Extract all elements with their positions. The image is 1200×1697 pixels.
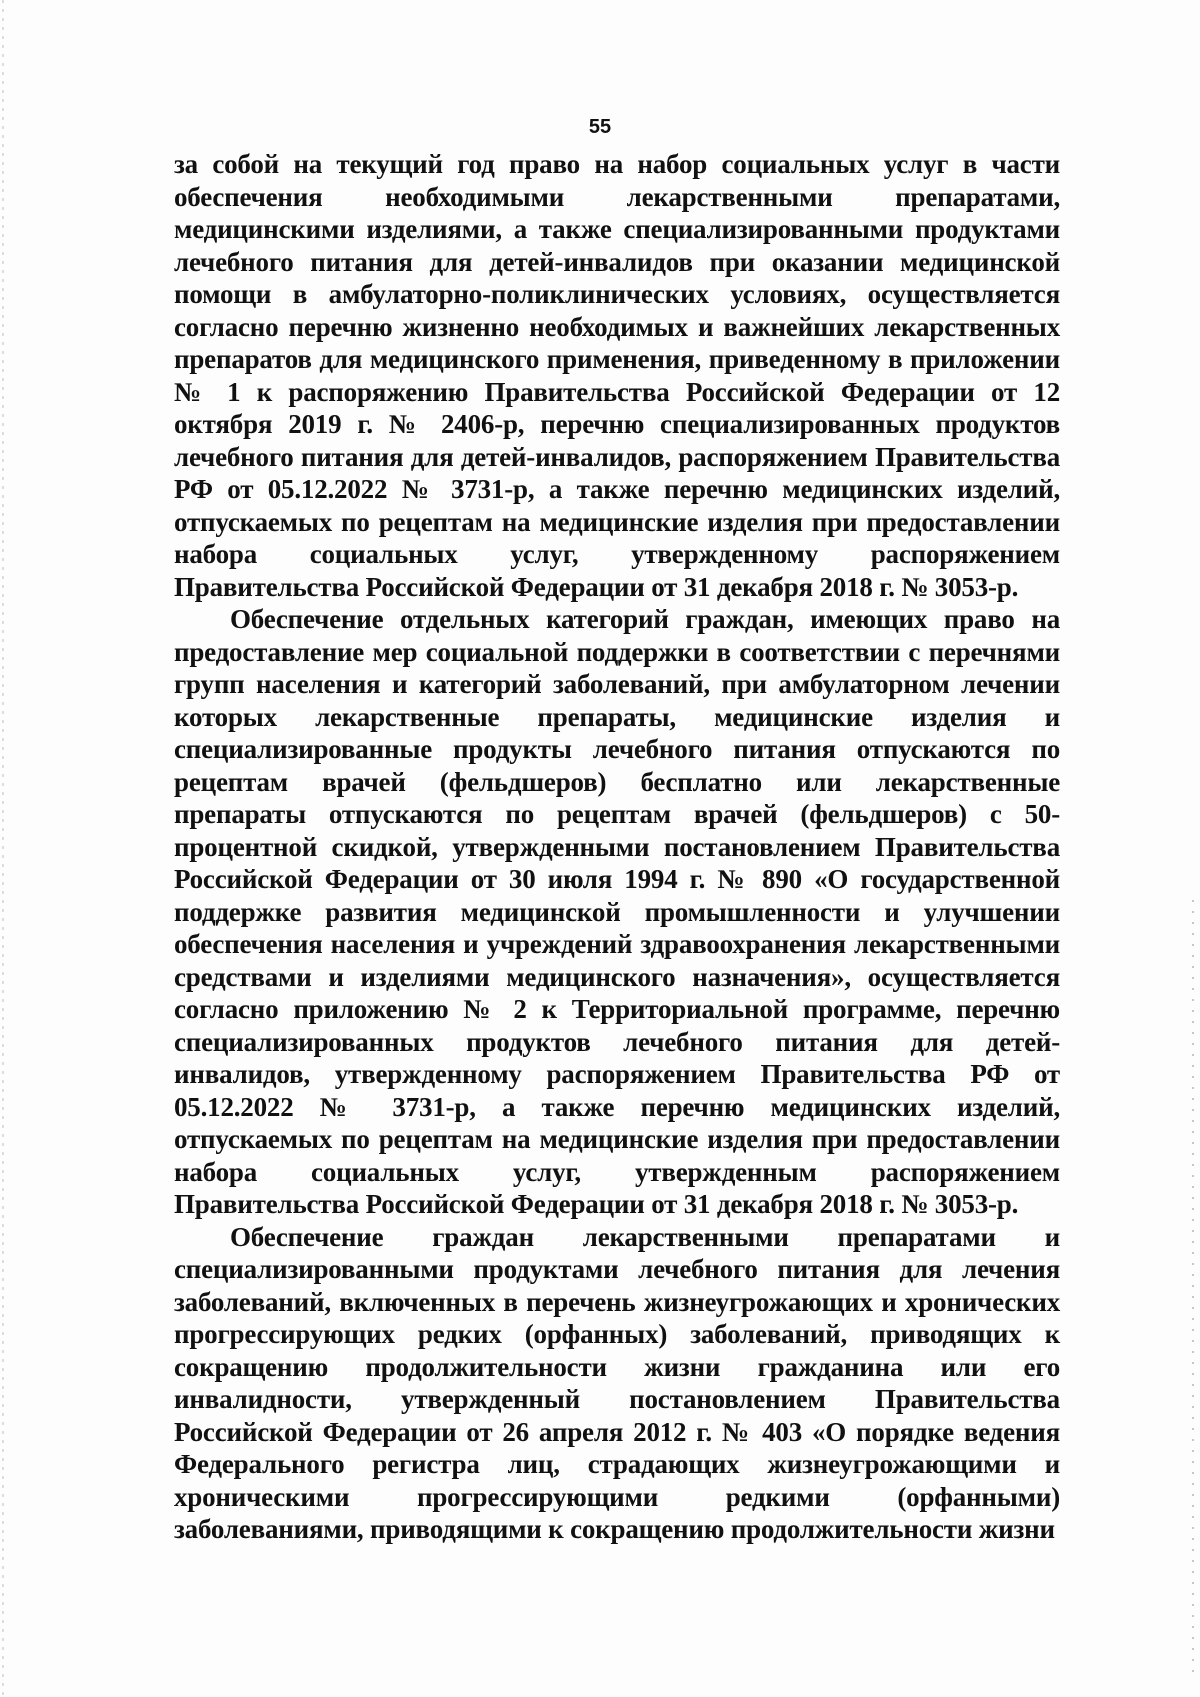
body-text [174, 148, 1060, 1546]
scan-edge-left [2, 0, 4, 1697]
paragraph-2: Обеспечение отдельных категорий граждан, имеющих право на предоставление мер социальной поддержки в соответствии с перечнями групп населения и категорий заболеваний, при амбулаторном лечении которых лекарственные препараты, медицинские изделия и специализированные продукты лечебного питания отпускаются по рецептам врачей (фельдшеров) бесплатно или лекарственные препараты отпускаются по рецептам врачей (фельдшеров) с 50-процентной скидкой, утвержденными постановлением Правительства Российской Федерации от 30 июля 1994 г. № 890 «О государственной поддержке развития медицинской промышленности и улучшении обеспечения населения и учреждений здравоохранения лекарственными средствами и изделиями медицинского назначения», осуществляется согласно приложению № 2 к Территориальной программе, перечню специализированных продуктов лечебного питания для детей-инвалидов, утвержденному распоряжением Правительства РФ от 05.12.2022 № 3731-р, а также перечню медицинских изделий, отпускаемых по рецептам на медицинские изделия при предоставлении набора социальных услуг, утвержденным распоряжением Правительства Российской Федерации от 31 декабря 2018 г. № 3053-р. [174, 604, 1060, 1219]
scan-edge-right [1192, 900, 1194, 1680]
paragraph-3: Обеспечение граждан лекарственными препаратами и специализированными продуктами лечебного питания для лечения заболеваний, включенных в перечень жизнеугрожающих и хронических прогрессирующих редких (орфанных) заболеваний, приводящих к сокращению продолжительности жизни гражданина или его инвалидности, утвержденный постановлением Правительства Российской Федерации от 26 апреля 2012 г. № 403 «О порядке ведения Федерального регистра лиц, страдающих жизнеугрожающими и хроническими прогрессирующими редкими (орфанными) заболеваниями, приводящими к сокращению продолжительности жизни [174, 1221, 1060, 1544]
page-number: 55 [588, 116, 612, 138]
paragraph-1: за собой на текущий год право на набор социальных услуг в части обеспечения необходимыми лекарственными препаратами, медицинскими изделиями, а также специализированными продуктами лечебного питания для детей-инвалидов при оказании медицинской помощи в амбулаторно-поликлинических условиях, осуществляется согласно перечню жизненно необходимых и важнейших лекарственных препаратов для медицинского применения, приведенному в приложении № 1 к распоряжению Правительства Российской Федерации от 12 октября 2019 г. № 2406-р, перечню специализированных продуктов лечебного питания для детей-инвалидов, распоряжением Правительства РФ от 05.12.2022 № 3731-р, а также перечню медицинских изделий, отпускаемых по рецептам на медицинские изделия при предоставлении набора социальных услуг, утвержденному распоряжением Правительства Российской Федерации от 31 декабря 2018 г. № 3053-р. [174, 149, 1060, 602]
